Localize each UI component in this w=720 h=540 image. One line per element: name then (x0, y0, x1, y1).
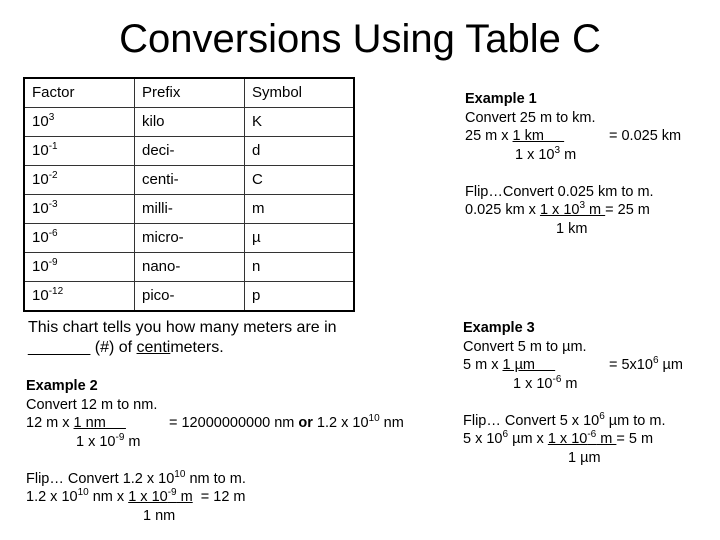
example-1-heading: Example 1 (465, 91, 537, 107)
prefix-cell: nano- (135, 253, 245, 282)
example-2-flip-denominator: 1 nm (143, 507, 176, 524)
example-1-flip-equation: 0.025 km x 1 x $10^3$ m = 25 m (465, 200, 650, 218)
example-3-task: Convert 5 m to µm. (463, 338, 587, 355)
example-3-flip-denominator: 1 µm (568, 449, 601, 466)
prefix-cell: pico- (135, 282, 245, 312)
header-symbol: Symbol (245, 78, 355, 108)
example-1-task: Convert 25 m to km. (465, 109, 596, 126)
table-row (24, 224, 354, 253)
table-row (24, 253, 354, 282)
factor-cell: $10^{-2}$ (24, 166, 135, 195)
example-2-heading: Example 2 (26, 378, 98, 394)
note-line-2: _______ (#) of centimeters. (28, 339, 224, 356)
table-row (24, 108, 354, 137)
example-2-flip-equation: 1.2 x $10^{10}$ nm x 1 x $10^{-9}$ m = 12 m (26, 487, 246, 505)
table-row (24, 195, 354, 224)
symbol-cell: C (245, 166, 355, 195)
factor-cell: $10^{-9}$ (24, 253, 135, 282)
example-2-flip-task: Flip… Convert 1.2 x $10^{10}$ nm to m. (26, 468, 246, 487)
example-1-flip-task: Flip…Convert 0.025 km to m. (465, 183, 654, 200)
table-header-row (24, 78, 354, 108)
symbol-cell: K (245, 108, 355, 137)
header-prefix: Prefix (135, 78, 245, 108)
example-3-flip-equation: 5 x $10^6$ µm x 1 x $10^{-6}$ m = 5 m (463, 429, 654, 447)
prefix-cell: micro- (135, 224, 245, 253)
table-row (24, 282, 354, 312)
factor-cell: $10^{-3}$ (24, 195, 135, 224)
example-2-task: Convert 12 m to nm. (26, 396, 158, 413)
symbol-cell: µ (245, 224, 355, 253)
header-factor: Factor (24, 78, 135, 108)
note-line-1: This chart tells you how many meters are in (28, 319, 337, 336)
example-3-denominator: 1 x $10^{-6}$ m (513, 373, 578, 392)
example-1-equation: 25 m x 1 km = 0.025 km (465, 128, 682, 144)
example-1-flip-denominator: 1 km (556, 220, 588, 237)
example-3-flip-task: Flip… Convert 5 x $10^6$ µm to m. (463, 410, 666, 429)
prefix-cell: deci- (135, 137, 245, 166)
example-3-heading: Example 3 (463, 320, 535, 336)
symbol-cell: p (245, 282, 355, 312)
example-3-equation: 5 m x 1 µm = $5x10^6$ µm (463, 355, 683, 373)
example-2-denominator: 1 x $10^{-9}$ m (76, 431, 141, 450)
factor-cell: $10^{-12}$ (24, 282, 135, 312)
prefix-cell: centi- (135, 166, 245, 195)
factor-cell: $10^{-1}$ (24, 137, 135, 166)
prefix-cell: kilo (135, 108, 245, 137)
example-2-equation: 12 m x 1 nm = 12000000000 nm or 1.2 x $10^{10}$ nm (26, 413, 404, 431)
prefix-table (23, 77, 355, 312)
table-row (24, 137, 354, 166)
symbol-cell: d (245, 137, 355, 166)
example-1 (465, 90, 682, 238)
chart-note (28, 318, 337, 358)
page-title: Conversions Using Table C (119, 17, 601, 61)
example-2 (26, 377, 404, 525)
example-3 (463, 319, 683, 467)
factor-cell: $10^3$ (24, 108, 135, 137)
symbol-cell: m (245, 195, 355, 224)
symbol-cell: n (245, 253, 355, 282)
factor-cell: $10^{-6}$ (24, 224, 135, 253)
example-1-denominator: 1 x $10^3$ m (515, 144, 577, 163)
prefix-cell: milli- (135, 195, 245, 224)
table-row (24, 166, 354, 195)
